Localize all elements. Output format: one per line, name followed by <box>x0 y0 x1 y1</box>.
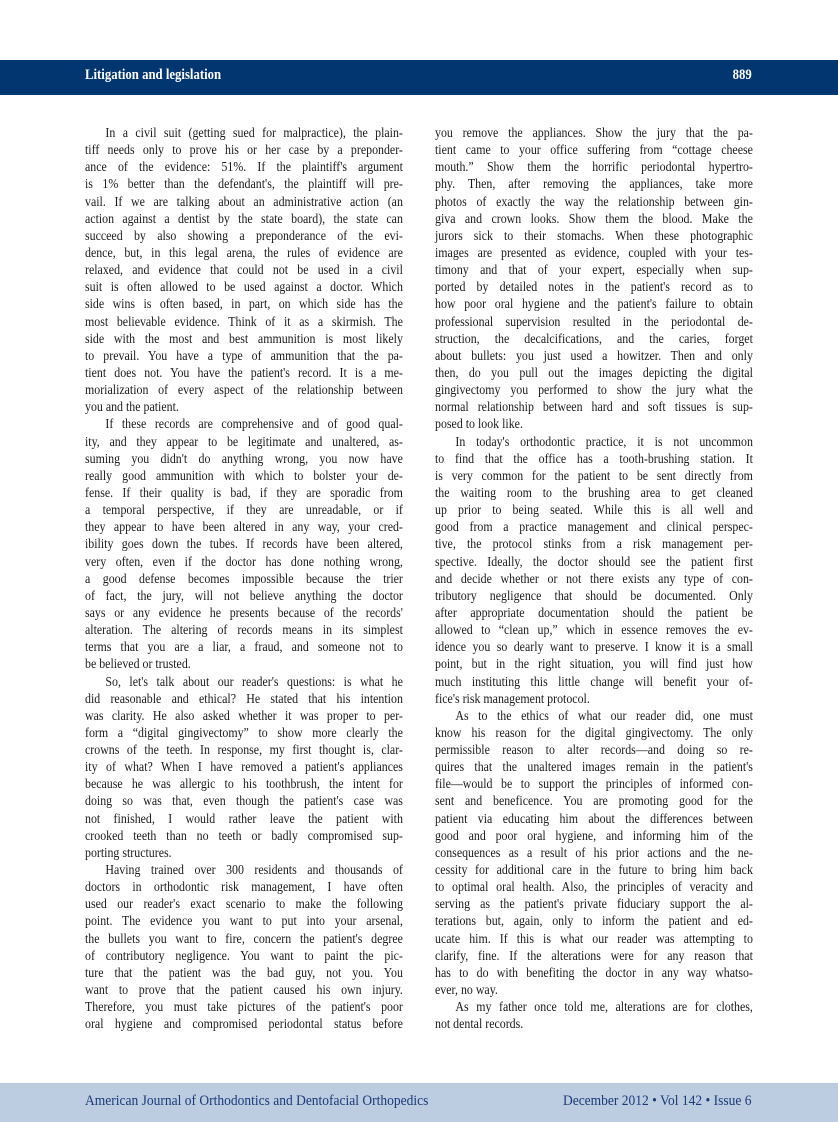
text-line: know his reason for the digital gingivectomy. The only <box>435 725 753 741</box>
text-line: vail. If we are talking about an administrative action (an <box>85 194 403 210</box>
text-line: doing so was that, even though the patient's case was <box>85 794 403 810</box>
text-line: So, let's talk about our reader's questions: is what he <box>105 674 403 690</box>
paragraph <box>435 708 753 999</box>
text-line: file—would be to support the principles of informed con- <box>435 777 753 793</box>
text-line: In today's orthodontic practice, it is not uncommon <box>455 434 753 450</box>
text-line: suit is often allowed to be used against a doctor. Which <box>85 280 403 296</box>
text-line: tive, the protocol stinks from a risk management per- <box>435 537 753 553</box>
text-line: cessity for additional care in the future to bring him back <box>435 863 753 879</box>
text-line: did reasonable and ethical? He stated that his intention <box>85 691 403 707</box>
text-line: about bullets: you just used a howitzer. Then and only <box>435 348 753 364</box>
text-line: really good ammunition with which to bolster your de- <box>85 468 403 484</box>
text-line: ture that the patient was the bad guy, not you. You <box>85 965 403 981</box>
text-line: to optimal oral health. Also, the principles of veracity and <box>435 880 753 896</box>
text-line: how poor oral hygiene and the patient's failure to obtain <box>435 297 753 313</box>
journal-name: American Journal of Orthodontics and Dentofacial Orthopedics <box>85 1093 429 1109</box>
text-line: photos of exactly the way the relationship between gin- <box>435 194 753 210</box>
text-line: terms that you are a liar, a fraud, and someone not to <box>85 640 403 656</box>
text-line: be believed or trusted. <box>85 657 191 673</box>
text-line: As to the ethics of what our reader did, one must <box>455 708 753 724</box>
text-line: morialization of every aspect of the relationship between <box>85 383 403 399</box>
text-line: ity, and they appear to be legitimate and unaltered, as- <box>85 434 403 450</box>
text-line: used our reader's exact scenario to make the following <box>85 897 403 913</box>
text-line: says or any evidence he presents because of the records' <box>85 605 403 621</box>
right-column <box>435 125 753 1033</box>
text-line: As my father once told me, alterations are for clothes, <box>455 1000 753 1016</box>
text-line: they appear to have been altered in any way, your cred- <box>85 520 403 536</box>
text-line: giva and crown looks. Show them the blood. Make the <box>435 211 753 227</box>
text-line: patient via educating him about the differences between <box>435 811 753 827</box>
text-line: Therefore, you must take pictures of the patient's poor <box>85 1000 403 1016</box>
text-line: fense. If their quality is bad, if they are sporadic from <box>85 485 403 501</box>
text-line: to find that the office has a tooth-brushing station. It <box>435 451 753 467</box>
paragraph <box>85 862 403 1033</box>
text-line: was clarity. He also asked whether it was proper to per- <box>85 708 403 724</box>
text-line: gingivectomy you performed to show the jury what the <box>435 383 753 399</box>
text-line: porting structures. <box>85 845 172 861</box>
text-line: point. The evidence you want to put into your arsenal, <box>85 914 403 930</box>
issue-info: December 2012 • Vol 142 • Issue 6 <box>563 1093 752 1109</box>
text-line: ity of what? When I have removed a patient's appliances <box>85 760 403 776</box>
text-line: posed to look like. <box>435 417 523 433</box>
text-line: to prevail. You have a type of ammunition that the pa- <box>85 348 403 364</box>
text-line: after appropriate documentation should the patient be <box>435 605 753 621</box>
text-line: of fact, the jury, will not believe anything the doctor <box>85 588 403 604</box>
text-line: images are presented as evidence, coupled with your tes- <box>435 245 753 261</box>
text-line: then, do you pull out the images depicting the digital <box>435 365 753 381</box>
text-line: idence you so dearly want to preserve. I know it is a small <box>435 640 753 656</box>
running-header <box>0 60 838 95</box>
text-line: not finished, I would rather leave the patient with <box>85 811 403 827</box>
text-line: because he was allergic to his toothbrush, the intent for <box>85 777 403 793</box>
text-line: tient does not. You have the patient's record. It is a me- <box>85 365 403 381</box>
text-line: allowed to “clean up,” which in essence removes the ev- <box>435 623 753 639</box>
text-line: phy. Then, after removing the appliances, take more <box>435 177 753 193</box>
text-line: good from a practice management and clinical perspec- <box>435 520 753 536</box>
text-line: a good defense becomes impossible because the trier <box>85 571 403 587</box>
text-line: is very common for the patient to be sent directly from <box>435 468 753 484</box>
text-line: point, but in the right situation, you will find just how <box>435 657 753 673</box>
text-line: serving as the patient's private fiduciary support the al- <box>435 897 753 913</box>
text-line: normal relationship between hard and soft tissues is sup- <box>435 400 753 416</box>
text-line: jurors sick to their stomachs. When these photographic <box>435 228 753 244</box>
text-line: and decide whether or not there exists any type of con- <box>435 571 753 587</box>
paragraph <box>85 674 403 863</box>
text-line: tiff needs only to prove his or her case by a preponder- <box>85 143 403 159</box>
text-line: ported by detailed notes in the patient's record as to <box>435 280 753 296</box>
left-column <box>85 125 403 1033</box>
text-line: oral hygiene and compromised periodontal status before <box>85 1017 403 1033</box>
text-line: form a “digital gingivectomy” to show more clearly the <box>85 725 403 741</box>
text-line: professional supervision resulted in the periodontal de- <box>435 314 753 330</box>
text-line: is 1% better than the defendant's, the plaintiff will pre- <box>85 177 403 193</box>
text-line: dence, but, in this legal arena, the rules of evidence are <box>85 245 403 261</box>
text-line: of contributory negligence. You want to paint the pic- <box>85 948 403 964</box>
paragraph <box>85 125 403 416</box>
paragraph <box>85 416 403 673</box>
running-footer <box>0 1083 838 1122</box>
text-line: most believable evidence. Think of it as a skirmish. The <box>85 314 403 330</box>
text-line: alteration. The altering of records means in its simplest <box>85 623 403 639</box>
text-line: fice's risk management protocol. <box>435 691 590 707</box>
text-line: sent and beneficence. You are promoting good for the <box>435 794 753 810</box>
text-line: not dental records. <box>435 1017 524 1033</box>
text-line: consequences as a result of his prior actions and the ne- <box>435 845 753 861</box>
text-line: succeed by also showing a preponderance of the evi- <box>85 228 403 244</box>
text-line: tributory negligence that should be documented. Only <box>435 588 753 604</box>
text-line: mouth.” Show them the horrific periodontal hypertro- <box>435 160 753 176</box>
text-line: quires that the unaltered images remain in the patient's <box>435 760 753 776</box>
text-line: the waiting room to the brushing area to get cleaned <box>435 485 753 501</box>
text-line: In a civil suit (getting sued for malpractice), the plain- <box>105 126 403 141</box>
text-line: want to prove that the patient caused his own injury. <box>85 983 403 999</box>
text-line: a temporal perspective, if they are unreadable, or if <box>85 503 403 519</box>
text-line: much instituting this little change will benefit your of- <box>435 674 753 690</box>
paragraph <box>435 125 753 434</box>
text-line: action against a dentist by the state board), the state can <box>85 211 403 227</box>
text-line: ever, no way. <box>435 983 498 999</box>
text-line: spective. Ideally, the doctor should see the patient first <box>435 554 753 570</box>
text-line: you and the patient. <box>85 400 179 416</box>
text-line: clarify, fine. If the alterations were for any reason that <box>435 948 753 964</box>
text-line: doctors in orthodontic risk management, I have often <box>85 880 403 896</box>
text-line: has to do with benefiting the doctor in any way whatso- <box>435 965 753 981</box>
text-line: up prior to being seated. While this is all well and <box>435 503 753 519</box>
text-line: terations but, again, only to inform the patient and ed- <box>435 914 753 930</box>
paragraph <box>435 434 753 708</box>
text-line: side with the most and best ammunition is most likely <box>85 331 403 347</box>
text-line: ucate him. If this is what our reader was attempting to <box>435 931 753 947</box>
text-line: the bullets you want to fire, concern the patient's degree <box>85 931 403 947</box>
text-line: good and poor oral hygiene, and informing him of the <box>435 828 753 844</box>
text-line: permissible reason to alter records—and doing so re- <box>435 743 753 759</box>
text-line: If these records are comprehensive and of good qual- <box>105 417 403 433</box>
text-line: ibility goes down the tubes. If records have been altered, <box>85 537 403 553</box>
text-line: Having trained over 300 residents and thousands of <box>105 863 403 879</box>
text-line: tient came to your office suffering from “cottage cheese <box>435 143 753 159</box>
text-line: timony and that of your expert, especially when sup- <box>435 263 753 279</box>
text-line: relaxed, and evidence that could not be used in a civil <box>85 263 403 279</box>
text-line: you remove the appliances. Show the jury that the pa- <box>435 126 753 141</box>
page-number: 889 <box>732 67 752 83</box>
text-line: crowns of the teeth. In response, my first thought is, clar- <box>85 743 403 759</box>
text-line: ance of the evidence: 51%. If the plaintiff's argument <box>85 160 403 176</box>
text-line: side wins is often based, in part, on which side has the <box>85 297 403 313</box>
text-line: crooked teeth than no teeth or badly compromised sup- <box>85 828 403 844</box>
text-line: suming you didn't do anything wrong, you now have <box>85 451 403 467</box>
paragraph <box>435 999 753 1033</box>
text-line: struction, the decalcifications, and the caries, forget <box>435 331 753 347</box>
text-line: very often, even if the doctor has done nothing wrong, <box>85 554 403 570</box>
section-title: Litigation and legislation <box>85 67 222 83</box>
